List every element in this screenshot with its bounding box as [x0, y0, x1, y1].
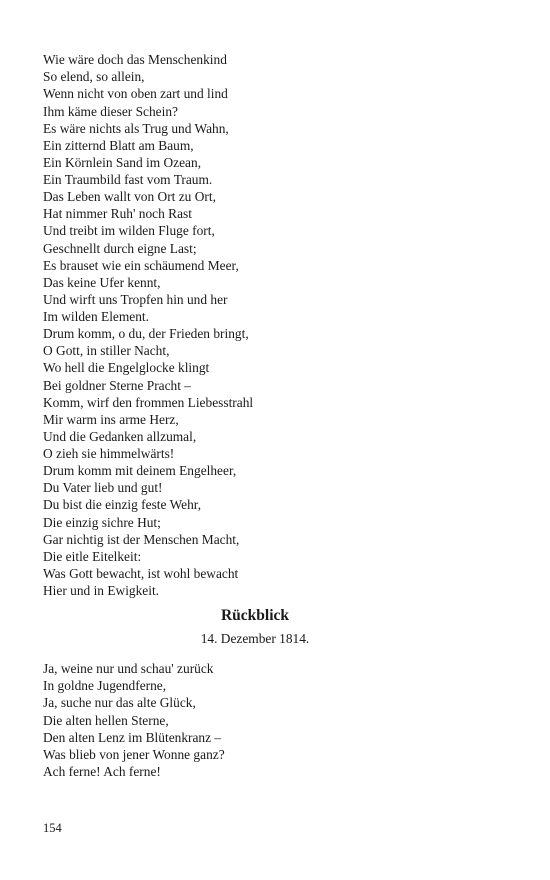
verse-line: Ein Traumbild fast vom Traum.	[43, 172, 213, 188]
verse-line: Was Gott bewacht, ist wohl bewacht	[43, 566, 239, 582]
stanza-1	[43, 51, 229, 189]
verse-line: O Gott, in stiller Nacht,	[43, 343, 170, 359]
verse-line: Drum komm, o du, der Frieden bringt,	[43, 326, 249, 341]
verse-line: Drum komm mit deinem Engelheer,	[43, 463, 237, 478]
poem-date: 14. Dezember 1814.	[200, 631, 310, 646]
verse-line: Die einzig sichre Hut;	[43, 514, 161, 530]
stanza-4	[43, 462, 239, 600]
verse-line: Ja, suche nur das alte Glück,	[43, 695, 196, 711]
verse-line: So elend, so allein,	[43, 69, 145, 85]
verse-line: Die eitle Eitelkeit:	[43, 549, 142, 565]
stanza-rueckblick-1	[43, 660, 225, 780]
verse-line: Und wirft uns Tropfen hin und her	[43, 292, 228, 308]
verse-line: Es brauset wie ein schäumend Meer,	[43, 257, 239, 273]
verse-line: Den alten Lenz im Blütenkranz –	[43, 729, 222, 745]
verse-line: Gar nichtig ist der Menschen Macht,	[43, 531, 240, 547]
verse-line: Ihm käme dieser Schein?	[43, 103, 178, 119]
verse-line: Ja, weine nur und schau' zurück	[43, 661, 214, 676]
verse-line: Du Vater lieb und gut!	[43, 480, 163, 496]
verse-line: Das keine Ufer kennt,	[43, 275, 161, 291]
verse-line: In goldne Jugendferne,	[43, 678, 167, 694]
verse-line: Hier und in Ewigkeit.	[43, 583, 160, 599]
verse-line: Geschnellt durch eigne Last;	[43, 240, 197, 256]
verse-line: Was blieb von jener Wonne ganz?	[43, 747, 225, 763]
verse-line: Bei goldner Sterne Pracht –	[43, 377, 192, 393]
verse-line: Wenn nicht von oben zart und lind	[43, 86, 228, 102]
verse-line: Ach ferne! Ach ferne!	[43, 764, 161, 780]
page-number: 154	[43, 821, 62, 835]
verse-line: Die alten hellen Sterne,	[43, 712, 169, 728]
verse-line: Das Leben wallt von Ort zu Ort,	[43, 189, 216, 204]
verse-line: O zieh sie himmelwärts!	[43, 446, 175, 462]
verse-line: Mir warm ins arme Herz,	[43, 412, 179, 428]
verse-line: Und treibt im wilden Fluge fort,	[43, 223, 215, 239]
verse-line: Hat nimmer Ruh' noch Rast	[43, 206, 192, 222]
verse-line: Wo hell die Engelglocke klingt	[43, 360, 210, 376]
verse-line: Ein zitternd Blatt am Baum,	[43, 138, 194, 154]
poem-title: Rückblick	[220, 607, 290, 624]
verse-line: Es wäre nichts als Trug und Wahn,	[43, 120, 229, 136]
verse-line: Du bist die einzig feste Wehr,	[43, 497, 202, 513]
stanza-3	[43, 325, 253, 463]
verse-line: Wie wäre doch das Menschenkind	[43, 52, 227, 67]
verse-line: Komm, wirf den frommen Liebesstrahl	[43, 394, 254, 410]
stanza-2	[43, 188, 239, 326]
verse-line: Und die Gedanken allzumal,	[43, 429, 197, 445]
verse-line: Im wilden Element.	[43, 309, 149, 325]
verse-line: Ein Körnlein Sand im Ozean,	[43, 155, 202, 171]
